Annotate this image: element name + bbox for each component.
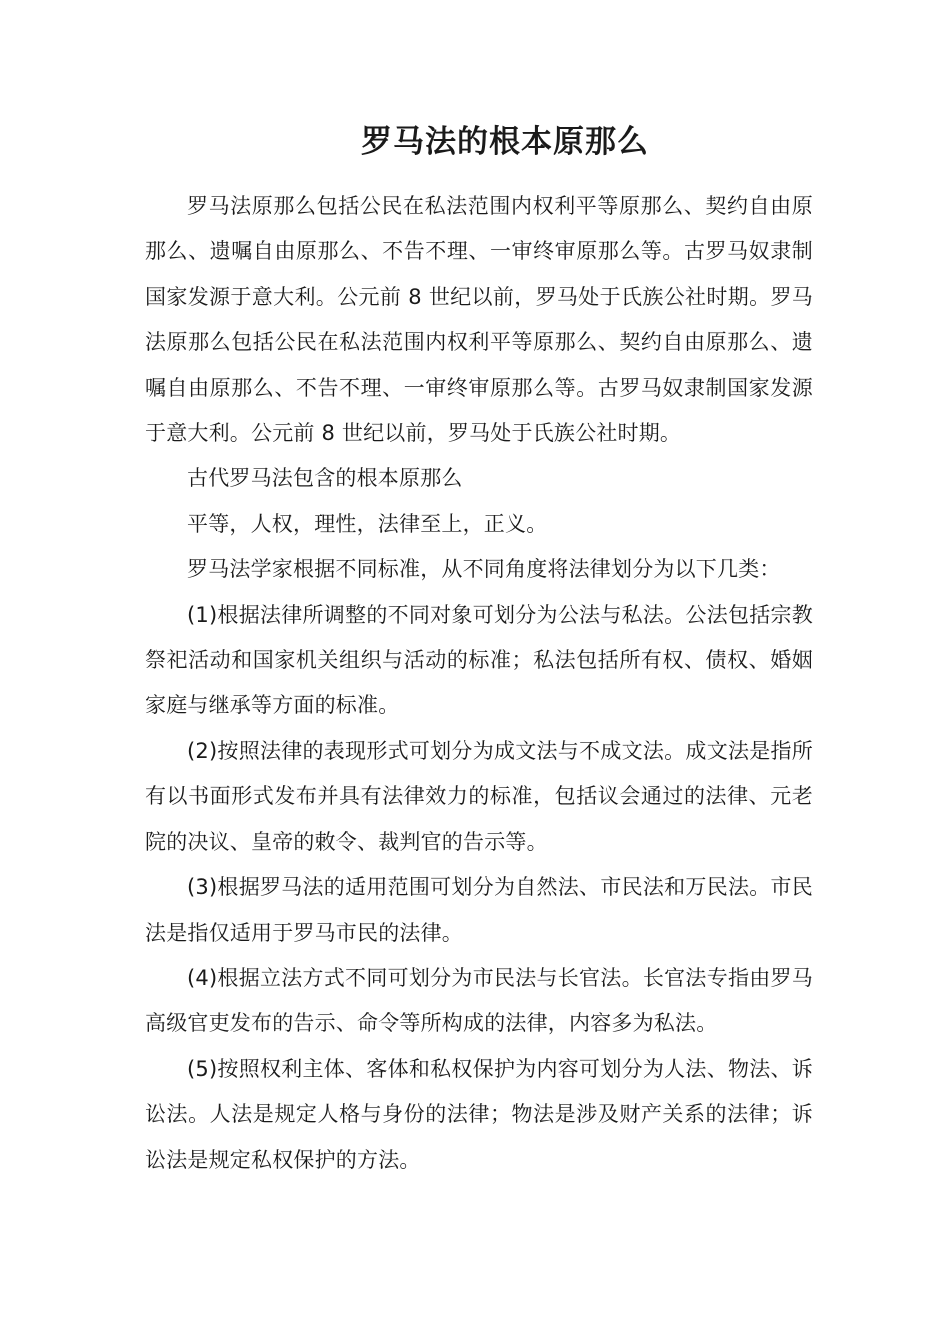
document-title: 罗马法的根本原那么 xyxy=(361,124,649,160)
paragraph-item-4: (4)根据立法方式不同可划分为市民法与长官法。长官法专指由罗马高级官吏发布的告示、命令等所构成的法律，内容多为私法。 xyxy=(145,965,813,1036)
paragraph-principles-list: 平等，人权，理性，法律至上，正义。 xyxy=(187,511,548,536)
paragraph-item-5: (5)按照权利主体、客体和私权保护为内容可划分为人法、物法、诉讼法。人法是规定人格与身份的法律；物法是涉及财产关系的法律；诉讼法是规定私权保护的方法。 xyxy=(145,1056,813,1172)
paragraph-principles-heading: 古代罗马法包含的根本原那么 xyxy=(187,466,463,491)
paragraph-item-2: (2)按照法律的表现形式可划分为成文法与不成文法。成文法是指所有以书面形式发布并具有法律效力的标准，包括议会通过的法律、元老院的决议、皇帝的敕令、裁判官的告示等。 xyxy=(145,738,813,854)
paragraph-item-1: (1)根据法律所调整的不同对象可划分为公法与私法。公法包括宗教祭祀活动和国家机关组织与活动的标准；私法包括所有权、债权、婚姻家庭与继承等方面的标准。 xyxy=(145,602,813,718)
document-body xyxy=(145,184,813,1183)
paragraph-intro: 罗马法原那么包括公民在私法范围内权利平等原那么、契约自由原那么、遗嘱自由原那么、不告不理、一审终审原那么等。古罗马奴隶制国家发源于意大利。公元前 8 世纪以前，罗马处于氏族公社时期。罗马法原那么包括公民在私法范围内权利平等原那么、契约自由原那么、遗嘱自由原那么、不告不理、一审终审原那么等。古罗马奴隶制国家发源于意大利。公元前 8 世纪以前，罗马处于氏族公社时期。 xyxy=(145,194,813,446)
paragraph-classification-intro: 罗马法学家根据不同标准，从不同角度将法律划分为以下几类： xyxy=(187,557,781,582)
paragraph-item-3: (3)根据罗马法的适用范围可划分为自然法、市民法和万民法。市民法是指仅适用于罗马市民的法律。 xyxy=(145,875,813,945)
